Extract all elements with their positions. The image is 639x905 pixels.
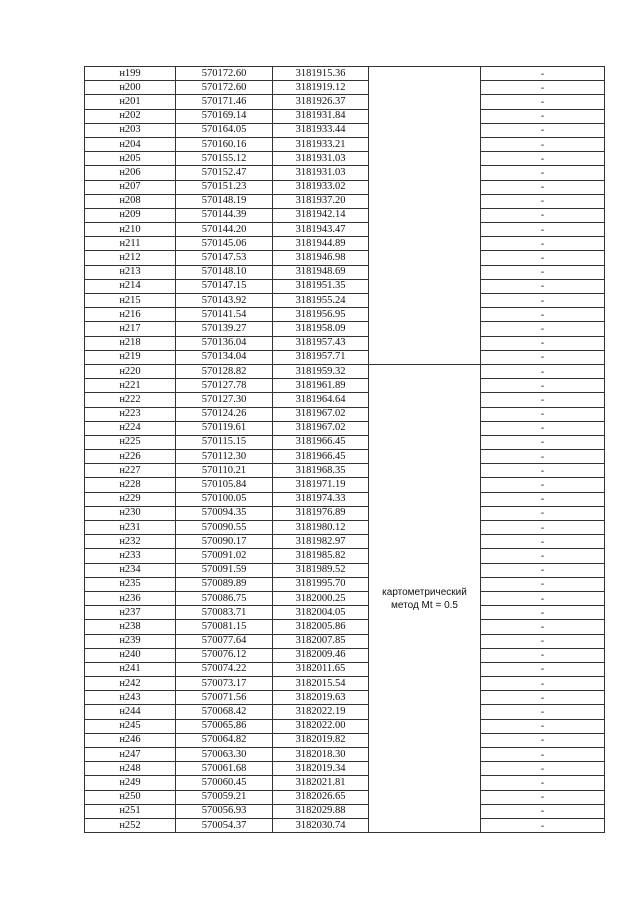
y-coordinate-cell: 3181980.12 — [273, 521, 369, 535]
table-row — [85, 492, 605, 506]
y-coordinate-cell: 3181944.89 — [273, 237, 369, 251]
y-coordinate-cell: 3181957.71 — [273, 350, 369, 364]
accuracy-cell: - — [481, 194, 605, 208]
accuracy-cell: - — [481, 705, 605, 719]
x-coordinate-cell: 570110.21 — [176, 464, 273, 478]
accuracy-cell: - — [481, 450, 605, 464]
y-coordinate-cell: 3181946.98 — [273, 251, 369, 265]
y-coordinate-cell: 3181955.24 — [273, 294, 369, 308]
x-coordinate-cell: 570090.17 — [176, 535, 273, 549]
point-id-cell: н230 — [85, 506, 176, 520]
x-coordinate-cell: 570090.55 — [176, 521, 273, 535]
x-coordinate-cell: 570094.35 — [176, 506, 273, 520]
y-coordinate-cell: 3181937.20 — [273, 194, 369, 208]
table-row — [85, 719, 605, 733]
y-coordinate-cell: 3181933.21 — [273, 137, 369, 151]
point-id-cell: н226 — [85, 450, 176, 464]
point-id-cell: н227 — [85, 464, 176, 478]
accuracy-cell: - — [481, 691, 605, 705]
table-row — [85, 705, 605, 719]
x-coordinate-cell: 570141.54 — [176, 308, 273, 322]
y-coordinate-cell: 3182030.74 — [273, 818, 369, 832]
point-id-cell: н245 — [85, 719, 176, 733]
table-row — [85, 137, 605, 151]
accuracy-cell: - — [481, 152, 605, 166]
table-row — [85, 223, 605, 237]
point-id-cell: н242 — [85, 677, 176, 691]
accuracy-cell: - — [481, 294, 605, 308]
point-id-cell: н222 — [85, 393, 176, 407]
accuracy-cell: - — [481, 407, 605, 421]
table-row — [85, 591, 605, 605]
y-coordinate-cell: 3181933.02 — [273, 180, 369, 194]
y-coordinate-cell: 3182004.05 — [273, 606, 369, 620]
point-id-cell: н239 — [85, 634, 176, 648]
coordinates-table-body — [85, 67, 605, 833]
point-id-cell: н221 — [85, 379, 176, 393]
table-row — [85, 691, 605, 705]
y-coordinate-cell: 3181989.52 — [273, 563, 369, 577]
point-id-cell: н243 — [85, 691, 176, 705]
y-coordinate-cell: 3181951.35 — [273, 279, 369, 293]
y-coordinate-cell: 3182019.34 — [273, 762, 369, 776]
table-row — [85, 322, 605, 336]
y-coordinate-cell: 3182019.82 — [273, 733, 369, 747]
y-coordinate-cell: 3182000.25 — [273, 591, 369, 605]
point-id-cell: н244 — [85, 705, 176, 719]
accuracy-cell: - — [481, 762, 605, 776]
point-id-cell: н246 — [85, 733, 176, 747]
point-id-cell: н216 — [85, 308, 176, 322]
point-id-cell: н229 — [85, 492, 176, 506]
accuracy-cell: - — [481, 478, 605, 492]
x-coordinate-cell: 570139.27 — [176, 322, 273, 336]
y-coordinate-cell: 3181919.12 — [273, 81, 369, 95]
point-id-cell: н219 — [85, 350, 176, 364]
x-coordinate-cell: 570155.12 — [176, 152, 273, 166]
point-id-cell: н210 — [85, 223, 176, 237]
y-coordinate-cell: 3181982.97 — [273, 535, 369, 549]
x-coordinate-cell: 570127.30 — [176, 393, 273, 407]
accuracy-cell: - — [481, 549, 605, 563]
x-coordinate-cell: 570054.37 — [176, 818, 273, 832]
x-coordinate-cell: 570060.45 — [176, 776, 273, 790]
x-coordinate-cell: 570081.15 — [176, 620, 273, 634]
table-row — [85, 634, 605, 648]
accuracy-cell: - — [481, 804, 605, 818]
x-coordinate-cell: 570128.82 — [176, 364, 273, 378]
y-coordinate-cell: 3181915.36 — [273, 67, 369, 81]
table-row — [85, 450, 605, 464]
table-row — [85, 407, 605, 421]
y-coordinate-cell: 3182015.54 — [273, 677, 369, 691]
x-coordinate-cell: 570115.15 — [176, 435, 273, 449]
accuracy-cell: - — [481, 577, 605, 591]
x-coordinate-cell: 570086.75 — [176, 591, 273, 605]
point-id-cell: н237 — [85, 606, 176, 620]
accuracy-cell: - — [481, 662, 605, 676]
table-row — [85, 294, 605, 308]
accuracy-cell: - — [481, 620, 605, 634]
table-row — [85, 123, 605, 137]
table-row — [85, 506, 605, 520]
x-coordinate-cell: 570074.22 — [176, 662, 273, 676]
x-coordinate-cell: 570091.59 — [176, 563, 273, 577]
y-coordinate-cell: 3181931.03 — [273, 166, 369, 180]
x-coordinate-cell: 570164.05 — [176, 123, 273, 137]
table-row — [85, 364, 605, 378]
x-coordinate-cell: 570071.56 — [176, 691, 273, 705]
x-coordinate-cell: 570134.04 — [176, 350, 273, 364]
x-coordinate-cell: 570059.21 — [176, 790, 273, 804]
accuracy-cell: - — [481, 123, 605, 137]
accuracy-cell: - — [481, 719, 605, 733]
table-row — [85, 109, 605, 123]
table-row — [85, 194, 605, 208]
table-row — [85, 563, 605, 577]
y-coordinate-cell: 3181967.02 — [273, 421, 369, 435]
x-coordinate-cell: 570056.93 — [176, 804, 273, 818]
table-row — [85, 733, 605, 747]
point-id-cell: н236 — [85, 591, 176, 605]
point-id-cell: н204 — [85, 137, 176, 151]
point-id-cell: н217 — [85, 322, 176, 336]
y-coordinate-cell: 3181933.44 — [273, 123, 369, 137]
x-coordinate-cell: 570061.68 — [176, 762, 273, 776]
table-row — [85, 804, 605, 818]
table-row — [85, 606, 605, 620]
point-id-cell: н215 — [85, 294, 176, 308]
accuracy-cell: - — [481, 776, 605, 790]
table-row — [85, 180, 605, 194]
method-cell: картометрический метод Mt = 0.5 — [369, 364, 481, 832]
y-coordinate-cell: 3181958.09 — [273, 322, 369, 336]
table-row — [85, 350, 605, 364]
table-row — [85, 790, 605, 804]
x-coordinate-cell: 570172.60 — [176, 67, 273, 81]
x-coordinate-cell: 570127.78 — [176, 379, 273, 393]
accuracy-cell: - — [481, 379, 605, 393]
point-id-cell: н213 — [85, 265, 176, 279]
x-coordinate-cell: 570171.46 — [176, 95, 273, 109]
y-coordinate-cell: 3181971.19 — [273, 478, 369, 492]
x-coordinate-cell: 570091.02 — [176, 549, 273, 563]
accuracy-cell: - — [481, 606, 605, 620]
y-coordinate-cell: 3181968.35 — [273, 464, 369, 478]
x-coordinate-cell: 570147.15 — [176, 279, 273, 293]
x-coordinate-cell: 570148.10 — [176, 265, 273, 279]
x-coordinate-cell: 570145.06 — [176, 237, 273, 251]
x-coordinate-cell: 570063.30 — [176, 748, 273, 762]
point-id-cell: н231 — [85, 521, 176, 535]
x-coordinate-cell: 570151.23 — [176, 180, 273, 194]
y-coordinate-cell: 3182019.63 — [273, 691, 369, 705]
y-coordinate-cell: 3182022.00 — [273, 719, 369, 733]
accuracy-cell: - — [481, 336, 605, 350]
accuracy-cell: - — [481, 464, 605, 478]
x-coordinate-cell: 570152.47 — [176, 166, 273, 180]
table-row — [85, 478, 605, 492]
y-coordinate-cell: 3181985.82 — [273, 549, 369, 563]
point-id-cell: н209 — [85, 208, 176, 222]
point-id-cell: н250 — [85, 790, 176, 804]
point-id-cell: н212 — [85, 251, 176, 265]
accuracy-cell: - — [481, 733, 605, 747]
point-id-cell: н202 — [85, 109, 176, 123]
point-id-cell: н233 — [85, 549, 176, 563]
coordinates-table — [84, 66, 605, 833]
y-coordinate-cell: 3181942.14 — [273, 208, 369, 222]
accuracy-cell: - — [481, 648, 605, 662]
point-id-cell: н199 — [85, 67, 176, 81]
point-id-cell: н235 — [85, 577, 176, 591]
accuracy-cell: - — [481, 748, 605, 762]
y-coordinate-cell: 3182005.86 — [273, 620, 369, 634]
point-id-cell: н201 — [85, 95, 176, 109]
table-row — [85, 265, 605, 279]
x-coordinate-cell: 570169.14 — [176, 109, 273, 123]
x-coordinate-cell: 570136.04 — [176, 336, 273, 350]
y-coordinate-cell: 3181957.43 — [273, 336, 369, 350]
point-id-cell: н228 — [85, 478, 176, 492]
table-row — [85, 237, 605, 251]
accuracy-cell: - — [481, 265, 605, 279]
y-coordinate-cell: 3181956.95 — [273, 308, 369, 322]
accuracy-cell: - — [481, 67, 605, 81]
point-id-cell: н211 — [85, 237, 176, 251]
table-row — [85, 748, 605, 762]
table-row — [85, 152, 605, 166]
table-row — [85, 521, 605, 535]
table-row — [85, 435, 605, 449]
accuracy-cell: - — [481, 364, 605, 378]
method-cell-upper — [369, 67, 481, 365]
x-coordinate-cell: 570105.84 — [176, 478, 273, 492]
accuracy-cell: - — [481, 492, 605, 506]
y-coordinate-cell: 3182026.65 — [273, 790, 369, 804]
y-coordinate-cell: 3181976.89 — [273, 506, 369, 520]
table-row — [85, 67, 605, 81]
point-id-cell: н220 — [85, 364, 176, 378]
table-row — [85, 535, 605, 549]
table-row — [85, 762, 605, 776]
accuracy-cell: - — [481, 563, 605, 577]
y-coordinate-cell: 3181926.37 — [273, 95, 369, 109]
accuracy-cell: - — [481, 279, 605, 293]
point-id-cell: н218 — [85, 336, 176, 350]
accuracy-cell: - — [481, 393, 605, 407]
table-row — [85, 662, 605, 676]
x-coordinate-cell: 570148.19 — [176, 194, 273, 208]
table-row — [85, 393, 605, 407]
point-id-cell: н234 — [85, 563, 176, 577]
accuracy-cell: - — [481, 421, 605, 435]
x-coordinate-cell: 570068.42 — [176, 705, 273, 719]
point-id-cell: н240 — [85, 648, 176, 662]
accuracy-cell: - — [481, 237, 605, 251]
y-coordinate-cell: 3182018.30 — [273, 748, 369, 762]
point-id-cell: н205 — [85, 152, 176, 166]
table-row — [85, 81, 605, 95]
point-id-cell: н224 — [85, 421, 176, 435]
x-coordinate-cell: 570119.61 — [176, 421, 273, 435]
y-coordinate-cell: 3181966.45 — [273, 450, 369, 464]
accuracy-cell: - — [481, 350, 605, 364]
accuracy-cell: - — [481, 251, 605, 265]
point-id-cell: н223 — [85, 407, 176, 421]
point-id-cell: н241 — [85, 662, 176, 676]
point-id-cell: н247 — [85, 748, 176, 762]
x-coordinate-cell: 570144.20 — [176, 223, 273, 237]
x-coordinate-cell: 570172.60 — [176, 81, 273, 95]
point-id-cell: н249 — [85, 776, 176, 790]
accuracy-cell: - — [481, 180, 605, 194]
x-coordinate-cell: 570144.39 — [176, 208, 273, 222]
point-id-cell: н252 — [85, 818, 176, 832]
y-coordinate-cell: 3181948.69 — [273, 265, 369, 279]
point-id-cell: н208 — [85, 194, 176, 208]
point-id-cell: н206 — [85, 166, 176, 180]
x-coordinate-cell: 570160.16 — [176, 137, 273, 151]
x-coordinate-cell: 570112.30 — [176, 450, 273, 464]
table-row — [85, 620, 605, 634]
accuracy-cell: - — [481, 506, 605, 520]
x-coordinate-cell: 570083.71 — [176, 606, 273, 620]
accuracy-cell: - — [481, 109, 605, 123]
accuracy-cell: - — [481, 208, 605, 222]
y-coordinate-cell: 3182022.19 — [273, 705, 369, 719]
y-coordinate-cell: 3181966.45 — [273, 435, 369, 449]
accuracy-cell: - — [481, 223, 605, 237]
table-row — [85, 776, 605, 790]
y-coordinate-cell: 3182029.88 — [273, 804, 369, 818]
y-coordinate-cell: 3181974.33 — [273, 492, 369, 506]
y-coordinate-cell: 3181995.70 — [273, 577, 369, 591]
y-coordinate-cell: 3182011.65 — [273, 662, 369, 676]
accuracy-cell: - — [481, 634, 605, 648]
y-coordinate-cell: 3181943.47 — [273, 223, 369, 237]
accuracy-cell: - — [481, 137, 605, 151]
table-row — [85, 379, 605, 393]
accuracy-cell: - — [481, 308, 605, 322]
accuracy-cell: - — [481, 591, 605, 605]
x-coordinate-cell: 570073.17 — [176, 677, 273, 691]
x-coordinate-cell: 570065.86 — [176, 719, 273, 733]
accuracy-cell: - — [481, 435, 605, 449]
table-row — [85, 421, 605, 435]
table-row — [85, 677, 605, 691]
accuracy-cell: - — [481, 521, 605, 535]
x-coordinate-cell: 570064.82 — [176, 733, 273, 747]
point-id-cell: н214 — [85, 279, 176, 293]
point-id-cell: н203 — [85, 123, 176, 137]
point-id-cell: н238 — [85, 620, 176, 634]
x-coordinate-cell: 570143.92 — [176, 294, 273, 308]
y-coordinate-cell: 3181931.84 — [273, 109, 369, 123]
point-id-cell: н248 — [85, 762, 176, 776]
y-coordinate-cell: 3181961.89 — [273, 379, 369, 393]
y-coordinate-cell: 3181967.02 — [273, 407, 369, 421]
accuracy-cell: - — [481, 166, 605, 180]
y-coordinate-cell: 3181931.03 — [273, 152, 369, 166]
table-row — [85, 95, 605, 109]
y-coordinate-cell: 3182009.46 — [273, 648, 369, 662]
point-id-cell: н251 — [85, 804, 176, 818]
table-row — [85, 549, 605, 563]
table-row — [85, 166, 605, 180]
point-id-cell: н225 — [85, 435, 176, 449]
table-row — [85, 464, 605, 478]
table-row — [85, 818, 605, 832]
accuracy-cell: - — [481, 81, 605, 95]
point-id-cell: н200 — [85, 81, 176, 95]
x-coordinate-cell: 570089.89 — [176, 577, 273, 591]
x-coordinate-cell: 570077.64 — [176, 634, 273, 648]
table-row — [85, 336, 605, 350]
accuracy-cell: - — [481, 535, 605, 549]
table-row — [85, 208, 605, 222]
x-coordinate-cell: 570147.53 — [176, 251, 273, 265]
accuracy-cell: - — [481, 790, 605, 804]
table-row — [85, 577, 605, 591]
table-row — [85, 279, 605, 293]
accuracy-cell: - — [481, 677, 605, 691]
y-coordinate-cell: 3181959.32 — [273, 364, 369, 378]
table-row — [85, 648, 605, 662]
y-coordinate-cell: 3181964.64 — [273, 393, 369, 407]
accuracy-cell: - — [481, 322, 605, 336]
x-coordinate-cell: 570124.26 — [176, 407, 273, 421]
x-coordinate-cell: 570100.05 — [176, 492, 273, 506]
point-id-cell: н207 — [85, 180, 176, 194]
x-coordinate-cell: 570076.12 — [176, 648, 273, 662]
table-row — [85, 308, 605, 322]
point-id-cell: н232 — [85, 535, 176, 549]
table-row — [85, 251, 605, 265]
y-coordinate-cell: 3182007.85 — [273, 634, 369, 648]
y-coordinate-cell: 3182021.81 — [273, 776, 369, 790]
accuracy-cell: - — [481, 818, 605, 832]
accuracy-cell: - — [481, 95, 605, 109]
